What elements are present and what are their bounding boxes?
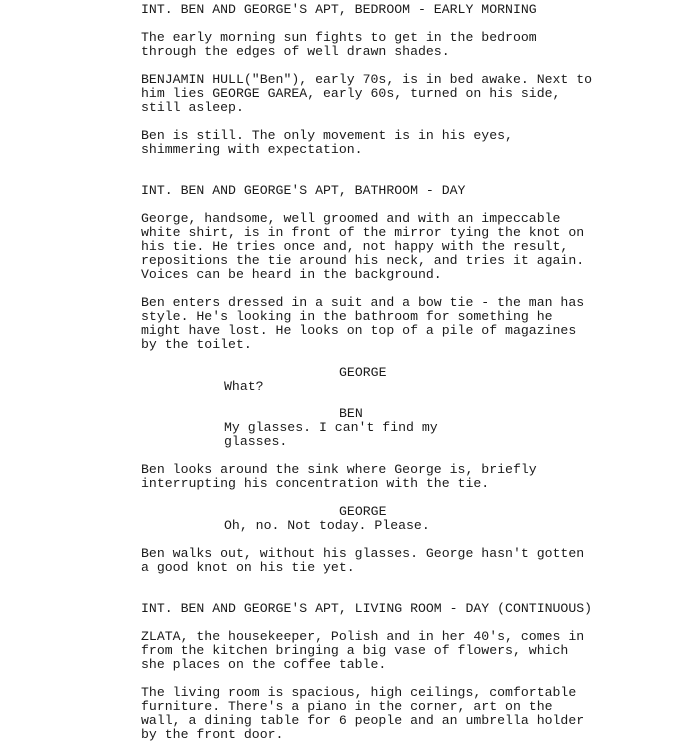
- action-paragraph: The living room is spacious, high ceilings, comfortable furniture. There's a piano in the corner, art on the wall, a dining table for 6 people and an umbrella holder by the front door.: [141, 685, 585, 742]
- character-cue: GEORGE: [339, 365, 387, 380]
- dialogue-line: What?: [224, 379, 264, 394]
- action-paragraph: BENJAMIN HULL("Ben"), early 70s, is in bed awake. Next to him lies GEORGE GAREA, early 60s, turned on his side, still asleep.: [141, 72, 593, 115]
- action-paragraph: The early morning sun fights to get in the bedroom through the edges of well drawn shades.: [141, 30, 537, 59]
- scene-heading-bathroom: INT. BEN AND GEORGE'S APT, BATHROOM - DAY: [141, 183, 466, 198]
- action-paragraph: Ben looks around the sink where George is, briefly interrupting his concentration with the tie.: [141, 462, 537, 491]
- action-paragraph: George, handsome, well groomed and with an impeccable white shirt, is in front of the mirror tying the knot on his tie. He tries once and, not happy with the result, repositions the tie around his neck, and tries it again. Voices can be heard in the background.: [141, 211, 585, 282]
- scene-heading-living-room: INT. BEN AND GEORGE'S APT, LIVING ROOM - DAY (CONTINUOUS): [141, 601, 593, 616]
- action-paragraph: ZLATA, the housekeeper, Polish and in her 40's, comes in from the kitchen bringing a big vase of flowers, which she places on the coffee table.: [141, 629, 585, 672]
- character-cue: GEORGE: [339, 504, 387, 519]
- dialogue-line: Oh, no. Not today. Please.: [224, 518, 430, 533]
- character-cue: BEN: [339, 406, 363, 421]
- action-paragraph: Ben enters dressed in a suit and a bow tie - the man has style. He's looking in the bathroom for something he might have lost. He looks on top of a pile of magazines by the toilet.: [141, 295, 585, 352]
- dialogue-line: My glasses. I can't find my glasses.: [224, 420, 438, 449]
- action-paragraph: Ben is still. The only movement is in his eyes, shimmering with expectation.: [141, 128, 513, 157]
- scene-heading-bedroom: INT. BEN AND GEORGE'S APT, BEDROOM - EARLY MORNING: [141, 2, 537, 17]
- action-paragraph: Ben walks out, without his glasses. George hasn't gotten a good knot on his tie yet.: [141, 546, 585, 575]
